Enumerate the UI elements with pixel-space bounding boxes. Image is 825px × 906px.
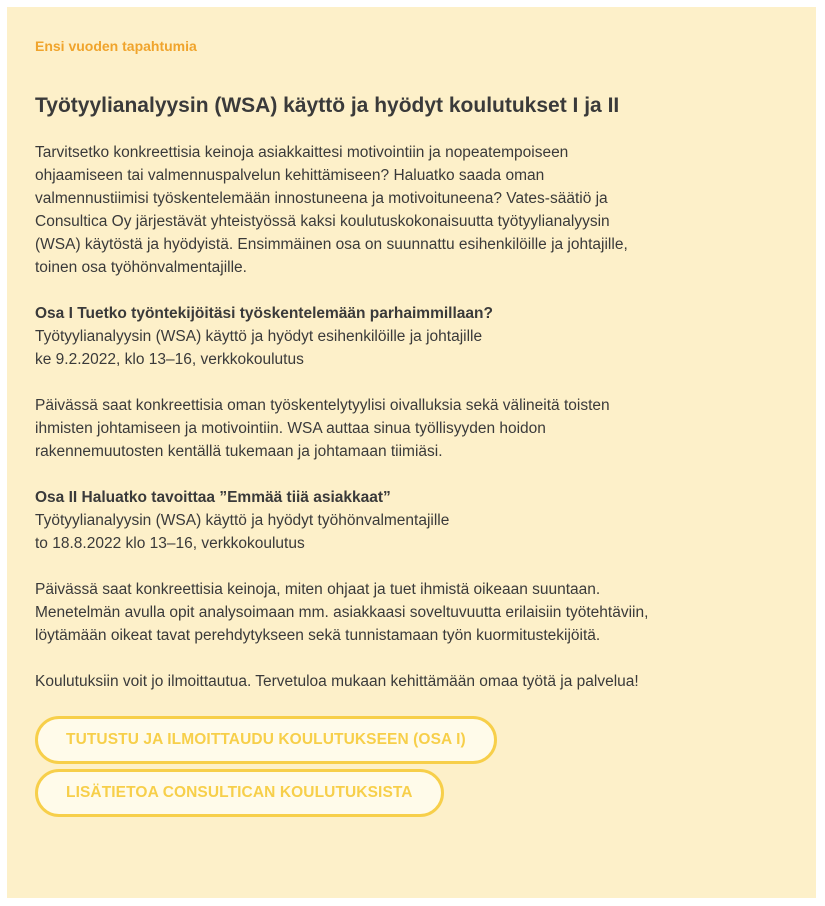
part2-subtitle: Työtyylianalyysin (WSA) käyttö ja hyödyt työhönvalmentajille: [35, 512, 450, 529]
closing-text: Koulutuksiin voit jo ilmoittautua. Tervetuloa mukaan kehittämään omaa työtä ja palvelua!: [35, 673, 639, 690]
intro-line: toinen osa työhönvalmentajille.: [35, 259, 247, 276]
more-info-button[interactable]: LISÄTIETOA CONSULTICAN KOULUTUKSISTA: [35, 769, 444, 817]
part2-description-line: Päivässä saat konkreettisia keinoja, miten ohjaat ja tuet ihmistä oikeaan suuntaan.: [35, 581, 601, 598]
part1-description: [35, 394, 788, 463]
part2-heading: Osa II Haluatko tavoittaa ”Emmää tiiä asiakkaat”: [35, 489, 391, 506]
page-title: Työtyylianalyysin (WSA) käyttö ja hyödyt koulutukset I ja II: [35, 94, 620, 117]
more-info-button-row: [35, 769, 788, 817]
intro-line: ohjaamiseen tai valmennuspalvelun kehittämiseen? Haluatko saada oman: [35, 167, 545, 184]
part2-description-line: Menetelmän avulla opit analysoimaan mm. asiakkaasi soveltuvuutta erilaisiin työtehtäviin,: [35, 604, 649, 621]
part2-description: [35, 578, 788, 647]
register-button[interactable]: TUTUSTU JA ILMOITTAUDU KOULUTUKSEEN (OSA I): [35, 716, 497, 764]
part1-description-line: rakennemuutosten kentällä tukemaan ja johtamaan tiimiäsi.: [35, 443, 443, 460]
intro-line: (WSA) käytöstä ja hyödyistä. Ensimmäinen osa on suunnattu esihenkilöille ja johtajille,: [35, 236, 628, 253]
intro-line: Tarvitsetko konkreettisia keinoja asiakkaittesi motivointiin ja nopeatempoiseen: [35, 144, 569, 161]
part1-date: ke 9.2.2022, klo 13–16, verkkokoulutus: [35, 351, 304, 368]
part1-description-line: ihmisten johtamiseen ja motivointiin. WSA auttaa sinua työllisyyden hoidon: [35, 420, 546, 437]
section-eyebrow: Ensi vuoden tapahtumia: [35, 38, 197, 54]
part1-heading: Osa I Tuetko työntekijöitäsi työskentelemään parhaimmillaan?: [35, 305, 493, 322]
part2-info: [35, 486, 788, 555]
part2-date: to 18.8.2022 klo 13–16, verkkokoulutus: [35, 535, 305, 552]
event-card: [7, 7, 816, 898]
intro-paragraph: [35, 141, 788, 279]
part1-subtitle: Työtyylianalyysin (WSA) käyttö ja hyödyt esihenkilöille ja johtajille: [35, 328, 483, 345]
register-button-row: [35, 716, 788, 764]
part1-description-line: Päivässä saat konkreettisia oman työskentelytyylisi oivalluksia sekä välineitä toisten: [35, 397, 610, 414]
part2-description-line: löytämään oikeat tavat perehdytykseen sekä tunnistamaan työn kuormitustekijöitä.: [35, 627, 601, 644]
intro-line: Consultica Oy järjestävät yhteistyössä kaksi koulutuskokonaisuutta työtyylianalyysin: [35, 213, 610, 230]
part1-info: [35, 302, 788, 371]
intro-line: valmennustiimisi työskentelemään innostuneena ja motivoituneena? Vates-säätiö ja: [35, 190, 608, 207]
